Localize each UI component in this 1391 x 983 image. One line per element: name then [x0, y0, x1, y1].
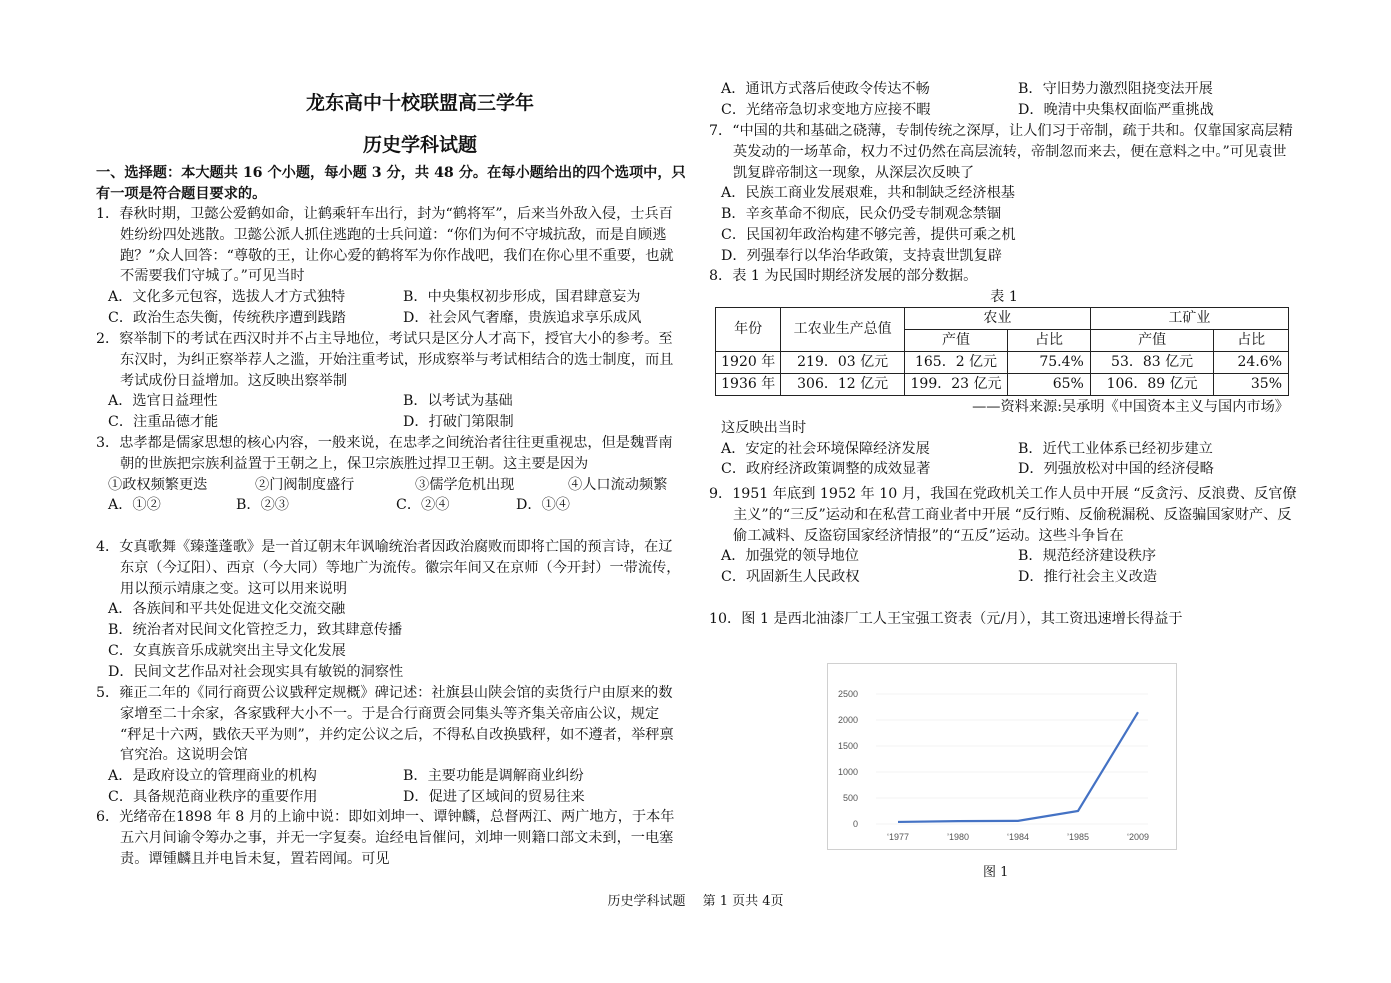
x-tick-label: ’1985: [1066, 832, 1090, 842]
series-line: [898, 712, 1138, 822]
question-7: [709, 121, 1299, 267]
option-c[interactable]: C．②④: [396, 497, 450, 514]
option-a[interactable]: A．安定的社会环境保障经济发展: [721, 440, 930, 457]
question-8-stem: 8．表 1 为民国时期经济发展的部分数据。: [709, 268, 978, 284]
option-d[interactable]: D．促进了区域间的贸易往来: [403, 788, 585, 805]
figure-caption: 图 1: [983, 865, 1009, 880]
option-d[interactable]: D．打破门第限制: [403, 414, 514, 431]
question-8-options-row1: [709, 439, 1299, 460]
option-a[interactable]: A．加强党的领导地位: [721, 548, 859, 565]
x-tick-label: ‘1984: [1006, 832, 1030, 842]
question-8-tail: 这反映出当时: [721, 419, 807, 436]
question-6-options-row2: [709, 100, 1307, 121]
option-b[interactable]: B．守旧势力激烈阻挠变法开展: [1018, 81, 1213, 97]
question-3-options: [96, 495, 684, 516]
table-row: [716, 351, 1289, 373]
item-1: ①政权频繁更迭: [108, 476, 208, 493]
question-5-options-row2: [96, 787, 684, 808]
option-b[interactable]: B．中央集权初步形成，国君肆意妄为: [403, 289, 641, 306]
exam-title: 龙东高中十校联盟高三学年: [305, 92, 534, 114]
cell-agri-value: 199．23 亿元: [904, 373, 1007, 395]
table-row: [716, 373, 1289, 395]
cell-year: 1936 年: [716, 373, 781, 395]
question-1-stem: 1．春秋时期，卫懿公爱鹤如命，让鹤乘轩车出行，封为“鹤将军”，后来当外敌入侵，士兵百姓纷纷四处逃散。卫懿公派人抓住逃跑的士兵问道：“你们为何不守城抗敌，而是自顾逃跑？”众人回答：“尊敬的王，让你心爱的鹤将军为你作战吧，我们在你心里不重要，也就不需要我们守城了。”可见当时: [96, 206, 674, 285]
wage-chart: [827, 663, 1177, 850]
question-9-options-row1: [709, 546, 1299, 567]
y-tick-label: 1000: [837, 767, 858, 777]
y-tick-label: 2500: [837, 689, 858, 699]
cell-ind-share: 35%: [1214, 373, 1289, 395]
header-total: 工农业生产总值: [781, 307, 905, 351]
cell-ind-value: 53．83 亿元: [1090, 351, 1214, 373]
economy-table: [715, 307, 1289, 396]
question-10: [709, 609, 1299, 630]
option-d[interactable]: D．列强奉行以华治华政策，支持袁世凯复辟: [721, 247, 1002, 264]
x-tick-label: ’1980: [946, 832, 970, 842]
question-2: [96, 329, 684, 433]
option-d[interactable]: D．社会风气奢靡，贵族追求享乐成风: [403, 309, 642, 326]
cell-agri-share: 65%: [1008, 373, 1091, 395]
question-1-options-row2: [96, 308, 684, 329]
option-c[interactable]: C．政府经济政策调整的成效显著: [721, 461, 931, 478]
question-3: [96, 433, 684, 516]
option-b[interactable]: B．近代工业体系已经初步建立: [1018, 440, 1213, 457]
cell-agri-value: 165．2 亿元: [904, 351, 1007, 373]
cell-agri-share: 75.4%: [1008, 351, 1091, 373]
question-6-options: [709, 79, 1307, 121]
cell-ind-value: 106．89 亿元: [1090, 373, 1214, 395]
question-3-items: [96, 475, 684, 496]
option-c[interactable]: C．女真族音乐成就突出主导文化发展: [108, 642, 346, 659]
option-a[interactable]: A．文化多元包容，选拔人才方式独特: [108, 289, 346, 306]
header-agri-share: 占比: [1008, 329, 1091, 351]
option-c[interactable]: C．政治生态失衡，传统秩序遭到践踏: [108, 309, 346, 326]
header-agriculture: 农业: [904, 307, 1090, 329]
question-1-options-row1: [96, 287, 684, 308]
option-b[interactable]: B．②③: [236, 497, 289, 514]
option-d[interactable]: D．列强放松对中国的经济侵略: [1018, 461, 1214, 478]
option-a[interactable]: A．各族间和平共处促进文化交流交融: [108, 601, 346, 618]
header-industry: 工矿业: [1090, 307, 1288, 329]
option-c[interactable]: C．光绪帝急切求变地方应接不暇: [721, 101, 931, 118]
cell-ind-share: 24.6%: [1214, 351, 1289, 373]
header-ind-value: 产值: [1090, 329, 1214, 351]
cell-year: 1920 年: [716, 351, 781, 373]
option-b[interactable]: B．辛亥革命不彻底，民众仍受专制观念禁锢: [721, 206, 1001, 223]
item-3: ③儒学危机出现: [415, 476, 515, 493]
question-1: [96, 204, 684, 329]
option-d[interactable]: D．民间文艺作品对社会现实具有敏锐的洞察性: [108, 663, 404, 680]
cell-total: 306．12 亿元: [781, 373, 905, 395]
question-9-stem: 9．1951 年底到 1952 年 10 月，我国在党政机关工作人员中开展 “反贪污、反浪费、反官僚主义”的“三反”运动和在私营工商业者中开展 “反行贿、反偷税漏税、反盗骗国家财产、反偷工减料、反盗窃国家经济情报”的“五反”运动。这些斗争旨在: [709, 486, 1297, 544]
wage-chart-svg: [828, 664, 1176, 849]
option-c[interactable]: C．巩固新生人民政权: [721, 569, 860, 586]
header-agri-value: 产值: [904, 329, 1007, 351]
option-c[interactable]: C．具备规范商业秩序的重要作用: [108, 788, 318, 805]
y-tick-label: 500: [842, 793, 858, 803]
question-10-stem: 10．图 1 是西北油漆厂工人王宝强工资表（元/月），其工资迅速增长得益于: [709, 611, 1183, 627]
question-2-stem: 2．察举制下的考试在西汉时并不占主导地位，考试只是区分人才高下，授官大小的参考。至东汉时，为纠正察举荐人之滥，开始注重考试，形成察举与考试相结合的选士制度，而且考试成份日益增加。这反映出察举制: [96, 331, 674, 389]
question-2-options-row2: [96, 412, 684, 433]
question-9-options-row2: [709, 567, 1299, 588]
question-4: [96, 537, 684, 683]
question-4-stem: 4．女真歌舞《臻蓬蓬歌》是一首辽朝末年讽喻统治者因政治腐败而即将亡国的预言诗，在辽东京（今辽阳）、西京（今大同）等地广为流传。徽宗年间又在京师（今开封）一带流传，用以预示靖康之变。这可以用来说明: [96, 539, 681, 597]
question-9: [709, 484, 1299, 588]
question-7-stem: 7．“中国的共和基础之硗薄，专制传统之深厚，让人们习于帝制，疏于共和。仅靠国家高层精英发动的一场革命，权力不过仍然在高层流转，帝制忽而来去，便在意料之中。”可见袁世凯复辟帝制这一现象，从深层次反映了: [709, 123, 1293, 181]
section-heading: 一、选择题：本大题共 16 个小题，每小题 3 分，共 48 分。在每小题给出的四个选项中，只有一项是符合题目要求的。: [96, 165, 686, 202]
header-year: 年份: [716, 307, 781, 351]
question-8: [709, 266, 1299, 480]
exam-subtitle: 历史学科试题: [362, 134, 477, 156]
question-5-stem: 5．雍正二年的《同行商贾公议戥秤定规概》碑记述：社旗县山陕会馆的卖货行户由原来的数家增至二十余家，各家戥秤大小不一。于是合行商贾会同集头等齐集关帝庙公议，规定 “秤足十六两，戥依天平为则”，并约定公议之后，不得私自改换戥秤，如不遵者，举秤禀官究治。这说明会馆: [96, 685, 674, 764]
cell-total: 219．03 亿元: [781, 351, 905, 373]
table-source: ——资料来源:吴承明《中国资本主义与国内市场》: [972, 398, 1289, 415]
x-tick-label: ‘2009: [1126, 832, 1150, 842]
table-caption: 表 1: [990, 288, 1018, 305]
header-ind-share: 占比: [1214, 329, 1289, 351]
option-d[interactable]: D．①④: [516, 497, 570, 514]
question-3-stem: 3．忠孝都是儒家思想的核心内容，一般来说，在忠孝之间统治者往往更重视忠，但是魏晋南朝的世族把宗族利益置于王朝之上，保卫宗族胜过捍卫王朝。这主要是因为: [96, 435, 673, 472]
option-c[interactable]: C．注重品德才能: [108, 414, 219, 431]
option-a[interactable]: A．民族工商业发展艰难，共和制缺乏经济根基: [721, 185, 1015, 202]
option-c[interactable]: C．民国初年政治构建不够完善，提供可乘之机: [721, 226, 1016, 243]
y-tick-label: 0: [852, 819, 858, 829]
option-a[interactable]: A．选官日益理性: [108, 393, 218, 410]
option-b[interactable]: B．主要功能是调解商业纠纷: [403, 768, 584, 785]
x-tick-label: ‘1977: [886, 832, 910, 842]
question-5: [96, 683, 684, 808]
question-8-options-row2: [709, 459, 1299, 480]
option-a[interactable]: A．①②: [108, 497, 161, 514]
question-6: [96, 807, 684, 869]
option-b[interactable]: B．统治者对民间文化管控乏力，致其肆意传播: [108, 622, 403, 639]
option-b[interactable]: B．以考试为基础: [403, 393, 513, 410]
option-d[interactable]: D．推行社会主义改造: [1018, 569, 1158, 586]
option-b[interactable]: B．规范经济建设秩序: [1018, 548, 1157, 565]
question-6-options-row1: [709, 79, 1307, 100]
option-a[interactable]: A．通讯方式落后使政令传达不畅: [721, 81, 930, 97]
question-2-options-row1: [96, 391, 684, 412]
item-2: ②门阀制度盛行: [255, 476, 355, 493]
option-d[interactable]: D．晚清中央集权面临严重挑战: [1018, 101, 1214, 118]
page-footer: 历史学科试题 第 1 页共 4页: [607, 894, 784, 909]
y-tick-label: 1500: [837, 741, 858, 751]
option-a[interactable]: A．是政府设立的管理商业的机构: [108, 768, 317, 785]
question-5-options-row1: [96, 766, 684, 787]
item-4: ④人口流动频繁: [568, 476, 668, 493]
question-6-stem: 6．光绪帝在1898 年 8 月的上谕中说：即如刘坤一、谭钟麟，总督两江、两广地方，于本年五六月间谕令筹办之事，并无一字复奏。迨经电旨催问，刘坤一则籍口部文未到，一电塞责。谭锺麟且并电旨未复，置若罔闻。可见: [96, 809, 675, 867]
y-tick-label: 2000: [837, 715, 858, 725]
